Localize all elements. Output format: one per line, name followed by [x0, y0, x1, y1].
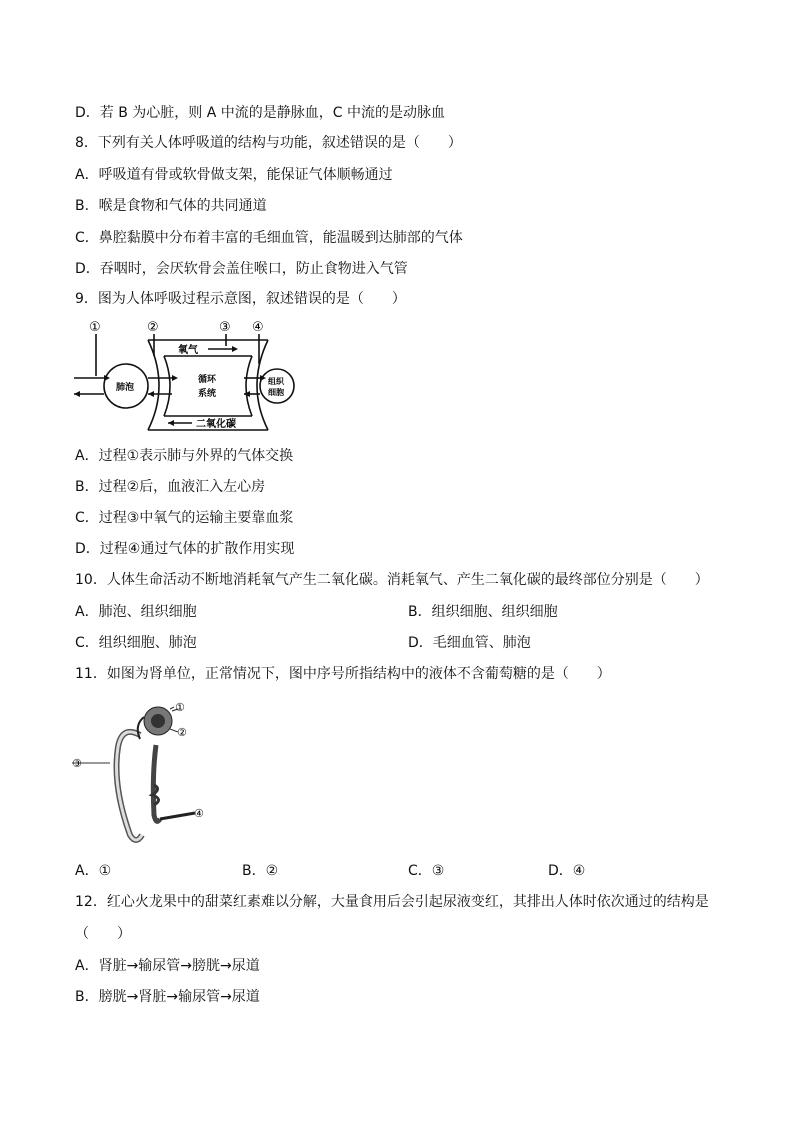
q9-option-c: C．过程③中氧气的运输主要靠血浆 [75, 510, 294, 526]
q8-option-d: D．吞咽时，会厌软骨会盖住喉口，防止食物进入气管 [75, 261, 408, 277]
q11-option-b: B．② [242, 863, 279, 879]
q12-option-a: A．肾脏→输尿管→膀胱→尿道 [75, 958, 260, 974]
q7-option-d: D．若 B 为心脏，则 A 中流的是静脉血，C 中流的是动脉血 [75, 105, 445, 121]
q11-stem: 11．如图为肾单位，正常情况下，图中序号所指结构中的液体不含葡萄糖的是（ ） [75, 666, 611, 682]
nephron-diagram [70, 695, 210, 845]
q11-option-c: C．③ [408, 863, 445, 879]
fig9-alveolus: 肺泡 [116, 383, 135, 393]
q10-stem: 10．人体生命活动不断地消耗氧气产生二氧化碳。消耗氧气、产生二氧化碳的最终部位分别是（ ） [75, 572, 709, 588]
fig9-label-1: ① [89, 320, 101, 335]
q8-option-c: C．鼻腔黏膜中分布着丰富的毛细血管，能温暖到达肺部的气体 [75, 230, 463, 246]
q8-option-a: A．呼吸道有骨或软骨做支架，能保证气体顺畅通过 [75, 167, 393, 183]
q10-option-a: A．肺泡、组织细胞 [75, 604, 197, 620]
fig9-circ-2: 系统 [198, 389, 217, 399]
fig9-cell-1: 组织 [268, 377, 284, 386]
fig9-co2: 二氧化碳 [196, 419, 236, 430]
fig9-label-2: ② [147, 320, 159, 335]
q12-stem-paren: （ ） [75, 926, 131, 942]
q9-stem: 9．图为人体呼吸过程示意图，叙述错误的是（ ） [75, 291, 406, 307]
q9-option-a: A．过程①表示肺与外界的气体交换 [75, 448, 294, 464]
fig11-label-2: ② [177, 726, 187, 739]
q10-option-b: B．组织细胞、组织细胞 [408, 604, 558, 620]
q12-option-b: B．膀胱→肾脏→输尿管→尿道 [75, 989, 260, 1005]
q12-stem: 12．红心火龙果中的甜菜红素难以分解，大量食用后会引起尿液变红，其排出人体时依次通过的结构是 [75, 894, 709, 910]
fig9-circ-1: 循环 [198, 375, 217, 385]
fig11-label-4: ④ [194, 807, 204, 820]
q9-option-b: B．过程②后，血液汇入左心房 [75, 479, 266, 495]
q10-option-c: C．组织细胞、肺泡 [75, 635, 197, 651]
fig9-cell-2: 细胞 [268, 388, 284, 397]
fig9-label-3: ③ [219, 320, 231, 335]
q8-option-b: B．喉是食物和气体的共同通道 [75, 198, 267, 214]
q10-option-d: D．毛细血管、肺泡 [408, 635, 531, 651]
fig9-oxygen: 氧气 [178, 345, 198, 356]
fig11-label-1: ① [175, 701, 185, 714]
respiration-diagram [72, 318, 308, 433]
q11-option-a: A．① [75, 863, 112, 879]
q9-option-d: D．过程④通过气体的扩散作用实现 [75, 541, 295, 557]
fig11-label-3: ③ [72, 757, 82, 770]
fig9-label-4: ④ [252, 320, 264, 335]
q8-stem: 8．下列有关人体呼吸道的结构与功能，叙述错误的是（ ） [75, 135, 462, 151]
q11-option-d: D．④ [548, 863, 586, 879]
